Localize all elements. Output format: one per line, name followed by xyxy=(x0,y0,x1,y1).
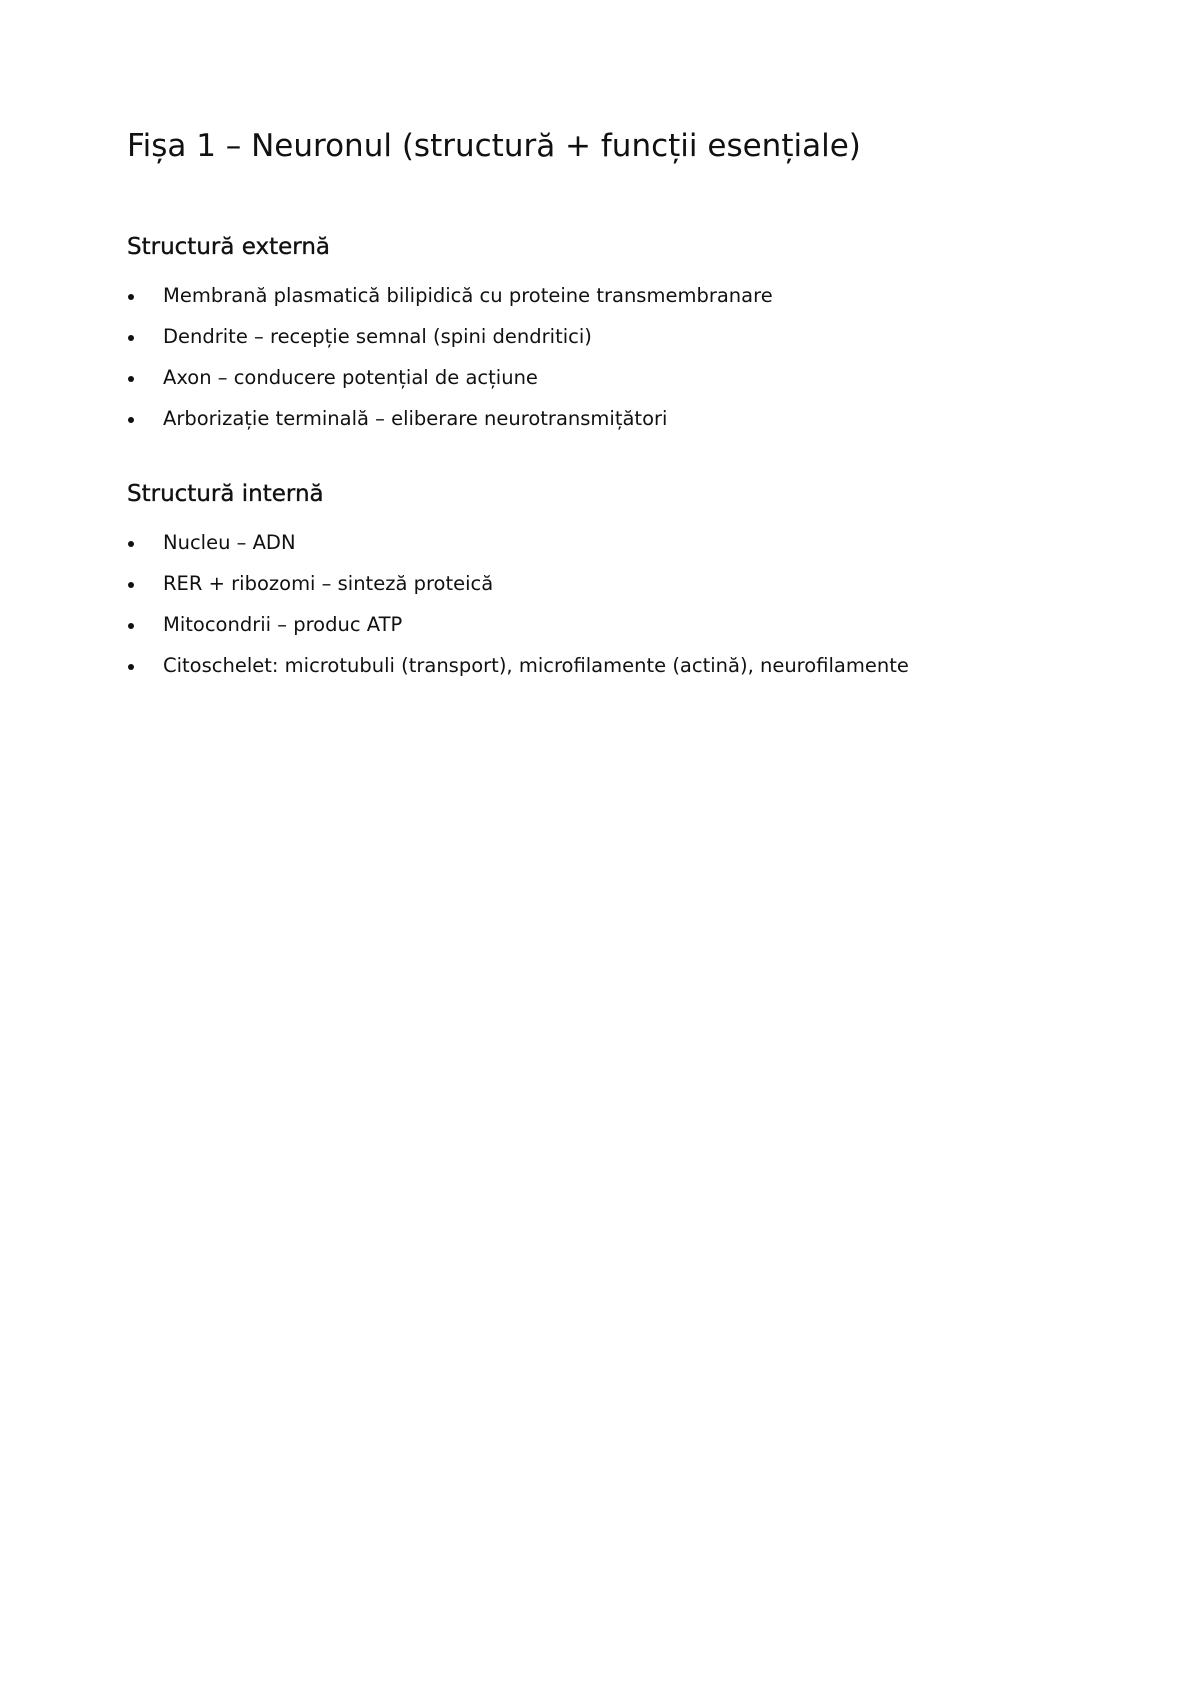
list-item-text: Mitocondrii – produc ATP xyxy=(163,613,403,636)
bullet-icon xyxy=(128,376,134,382)
bullet-icon xyxy=(128,335,134,341)
bullet-icon xyxy=(128,664,134,670)
section-heading-external: Structură externă xyxy=(127,234,331,260)
bullet-icon xyxy=(128,294,134,300)
list-item xyxy=(127,653,909,694)
bullet-list-internal xyxy=(127,530,909,694)
bullet-list-external xyxy=(127,283,773,447)
list-item xyxy=(127,283,773,324)
list-item xyxy=(127,365,773,406)
list-item-text: Nucleu – ADN xyxy=(163,531,296,554)
list-item xyxy=(127,324,773,365)
list-item xyxy=(127,571,909,612)
list-item-text: Citoschelet: microtubuli (transport), microfilamente (actină), neurofilamente xyxy=(163,654,909,677)
list-item-text: Axon – conducere potențial de acțiune xyxy=(163,366,538,389)
bullet-icon xyxy=(128,417,134,423)
list-item-text: RER + ribozomi – sinteză proteică xyxy=(163,572,494,595)
list-item xyxy=(127,530,909,571)
section-heading-internal: Structură internă xyxy=(127,481,324,507)
list-item xyxy=(127,406,773,447)
list-item-text: Dendrite – recepție semnal (spini dendritici) xyxy=(163,325,592,348)
list-item xyxy=(127,612,909,653)
bullet-icon xyxy=(128,541,134,547)
bullet-icon xyxy=(128,582,134,588)
document-title: Fișa 1 – Neuronul (structură + funcții esențiale) xyxy=(127,128,861,164)
bullet-icon xyxy=(128,623,134,629)
list-item-text: Membrană plasmatică bilipidică cu proteine transmembranare xyxy=(163,284,773,307)
list-item-text: Arborizație terminală – eliberare neurotransmițători xyxy=(163,407,668,430)
